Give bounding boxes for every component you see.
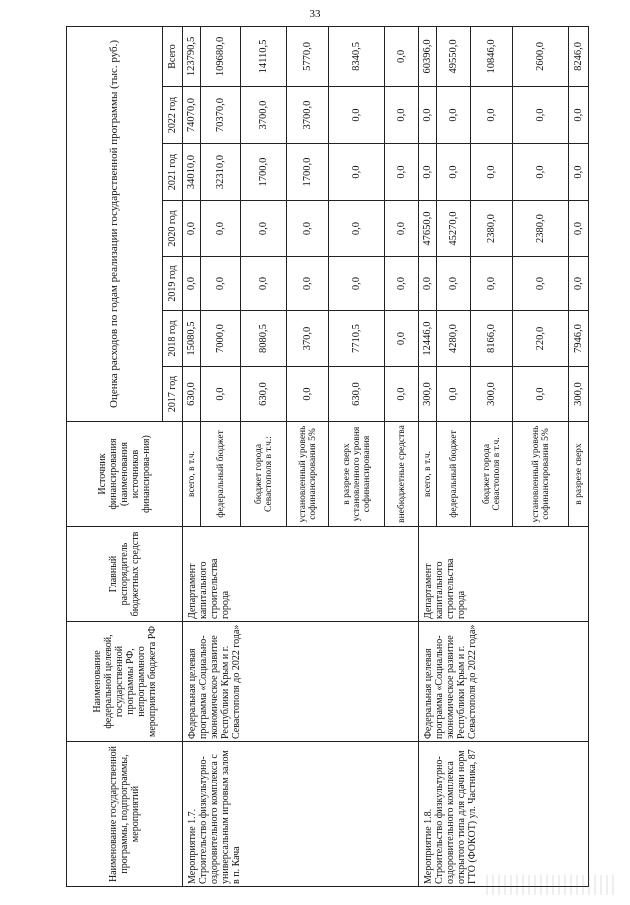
year-value-cell: 0,0	[513, 367, 569, 422]
header-year: 2020 год	[163, 201, 183, 257]
year-value-cell: 0,0	[385, 87, 419, 144]
header-source: Источник финансирования (наименования источников финансирова-ния)	[67, 422, 183, 527]
year-value-cell: 0,0	[385, 311, 419, 367]
total-value-cell: 8246,0	[569, 26, 589, 86]
header-estimate: Оценка расходов по годам реализации государственной программы (тыс. руб.)	[67, 26, 163, 421]
header-federal: Наименование федеральной целевой, государственной программы РФ, непрограммного мероприятия бюджета РФ	[67, 622, 183, 742]
table-row	[183, 26, 201, 886]
year-value-cell: 0,0	[385, 201, 419, 257]
year-value-cell: 3700,0	[241, 87, 287, 144]
year-value-cell: 300,0	[471, 367, 513, 422]
year-value-cell: 1700,0	[241, 144, 287, 201]
year-value-cell: 0,0	[385, 367, 419, 422]
header-year: 2017 год	[163, 367, 183, 422]
year-value-cell: 34010,0	[183, 144, 201, 201]
year-value-cell: 0,0	[437, 144, 471, 201]
year-value-cell: 0,0	[287, 367, 329, 422]
year-value-cell: 47650,0	[419, 201, 437, 257]
total-value-cell: 10846,0	[471, 26, 513, 86]
year-value-cell: 0,0	[329, 87, 385, 144]
year-value-cell: 630,0	[183, 367, 201, 422]
funding-source: установленный уровень софинансирования 5%	[513, 422, 569, 527]
total-value-cell: 0,0	[385, 26, 419, 86]
year-value-cell: 7710,5	[329, 311, 385, 367]
year-value-cell: 0,0	[513, 144, 569, 201]
year-value-cell: 0,0	[201, 367, 241, 422]
funding-source: в разрезе сверх установленного уровня софинансирования	[329, 422, 385, 527]
total-value-cell: 2600,0	[513, 26, 569, 86]
year-value-cell: 0,0	[183, 201, 201, 257]
header-row-top	[67, 26, 163, 886]
rotated-table-container	[66, 27, 584, 887]
year-value-cell: 220,0	[513, 311, 569, 367]
total-value-cell: 49550,0	[437, 26, 471, 86]
year-value-cell: 0,0	[287, 201, 329, 257]
header-distributor: Главный распорядитель бюджетных средств	[67, 527, 183, 622]
year-value-cell: 15080,5	[183, 311, 201, 367]
year-value-cell: 0,0	[419, 87, 437, 144]
year-value-cell: 0,0	[569, 257, 589, 311]
year-value-cell: 0,0	[385, 144, 419, 201]
year-value-cell: 370,0	[287, 311, 329, 367]
header-year: 2019 год	[163, 257, 183, 311]
total-value-cell: 109680,0	[201, 26, 241, 86]
header-year: 2021 год	[163, 144, 183, 201]
funding-source: внебюджетные средства	[385, 422, 419, 527]
year-value-cell: 3700,0	[287, 87, 329, 144]
page-number: 33	[309, 8, 321, 20]
total-value-cell: 60396,0	[419, 26, 437, 86]
funding-source: федеральный бюджет	[437, 422, 471, 527]
scan-stamp-mark	[486, 875, 616, 895]
funding-source: федеральный бюджет	[201, 422, 241, 527]
table-body	[183, 26, 589, 886]
year-value-cell: 2380,0	[471, 201, 513, 257]
funding-source: установленный уровень софинансирования 5%	[287, 422, 329, 527]
year-value-cell: 7946,0	[569, 311, 589, 367]
year-value-cell: 0,0	[241, 257, 287, 311]
year-value-cell: 0,0	[437, 87, 471, 144]
year-value-cell: 8080,5	[241, 311, 287, 367]
year-value-cell: 7000,0	[201, 311, 241, 367]
header-total: Всего	[163, 26, 183, 86]
year-value-cell: 45270,0	[437, 201, 471, 257]
year-value-cell: 0,0	[329, 144, 385, 201]
measure-name: Мероприятие 1.8. Строительство физкультурно-оздоровительного комплекса открытого типа для сдачи норм ГТО (ФОКОТ) ул. Частника, 87	[419, 742, 589, 887]
measure-distributor: Департамент капитального строительства города	[419, 527, 589, 622]
header-year: 2022 год	[163, 87, 183, 144]
year-value-cell: 0,0	[183, 257, 201, 311]
year-value-cell: 70370,0	[201, 87, 241, 144]
measure-distributor: Департамент капитального строительства города	[183, 527, 419, 622]
year-value-cell: 0,0	[419, 144, 437, 201]
year-value-cell: 0,0	[241, 201, 287, 257]
year-value-cell: 0,0	[329, 201, 385, 257]
year-value-cell: 0,0	[471, 87, 513, 144]
year-value-cell: 0,0	[471, 257, 513, 311]
funding-source: всего, в т.ч.	[183, 422, 201, 527]
year-value-cell: 0,0	[569, 87, 589, 144]
year-value-cell: 1700,0	[287, 144, 329, 201]
year-value-cell: 0,0	[471, 144, 513, 201]
year-value-cell: 0,0	[569, 201, 589, 257]
table-row	[419, 26, 437, 886]
funding-source: в разрезе сверх	[569, 422, 589, 527]
year-value-cell: 0,0	[569, 144, 589, 201]
year-value-cell: 0,0	[201, 257, 241, 311]
measure-federal-program: Федеральная целевая программа «Социально-экономическое развитие Республики Крым и г. Севастополя до 2022 года»	[419, 622, 589, 742]
year-value-cell: 0,0	[329, 257, 385, 311]
total-value-cell: 8340,5	[329, 26, 385, 86]
year-value-cell: 8166,0	[471, 311, 513, 367]
funding-source: всего, в т.ч.	[419, 422, 437, 527]
year-value-cell: 0,0	[419, 257, 437, 311]
year-value-cell: 12446,0	[419, 311, 437, 367]
year-value-cell: 300,0	[569, 367, 589, 422]
budget-table	[66, 26, 589, 887]
year-value-cell: 630,0	[329, 367, 385, 422]
year-value-cell: 4280,0	[437, 311, 471, 367]
year-value-cell: 0,0	[437, 367, 471, 422]
funding-source: бюджет города Севастополя в т.ч.	[471, 422, 513, 527]
year-value-cell: 74070,0	[183, 87, 201, 144]
total-value-cell: 123790,5	[183, 26, 201, 86]
year-value-cell: 0,0	[385, 257, 419, 311]
year-value-cell: 32310,0	[201, 144, 241, 201]
header-year: 2018 год	[163, 311, 183, 367]
year-value-cell: 0,0	[201, 201, 241, 257]
year-value-cell: 0,0	[513, 87, 569, 144]
year-value-cell: 2380,0	[513, 201, 569, 257]
year-value-cell: 0,0	[437, 257, 471, 311]
measure-name: Мероприятие 1.7. Строительство физкультурно-оздоровительного комплекса с универсальным игровым залом в п. Кача	[183, 742, 419, 887]
total-value-cell: 5770,0	[287, 26, 329, 86]
year-value-cell: 300,0	[419, 367, 437, 422]
year-value-cell: 630,0	[241, 367, 287, 422]
funding-source: бюджет города Севастополя в т.ч.:	[241, 422, 287, 527]
header-name: Наименование государственной программы, подпрограммы, мероприятий	[67, 742, 183, 887]
year-value-cell: 0,0	[513, 257, 569, 311]
year-value-cell: 0,0	[287, 257, 329, 311]
total-value-cell: 14110,5	[241, 26, 287, 86]
measure-federal-program: Федеральная целевая программа «Социально-экономическое развитие Республики Крым и г. Севастополя до 2022 года»	[183, 622, 419, 742]
